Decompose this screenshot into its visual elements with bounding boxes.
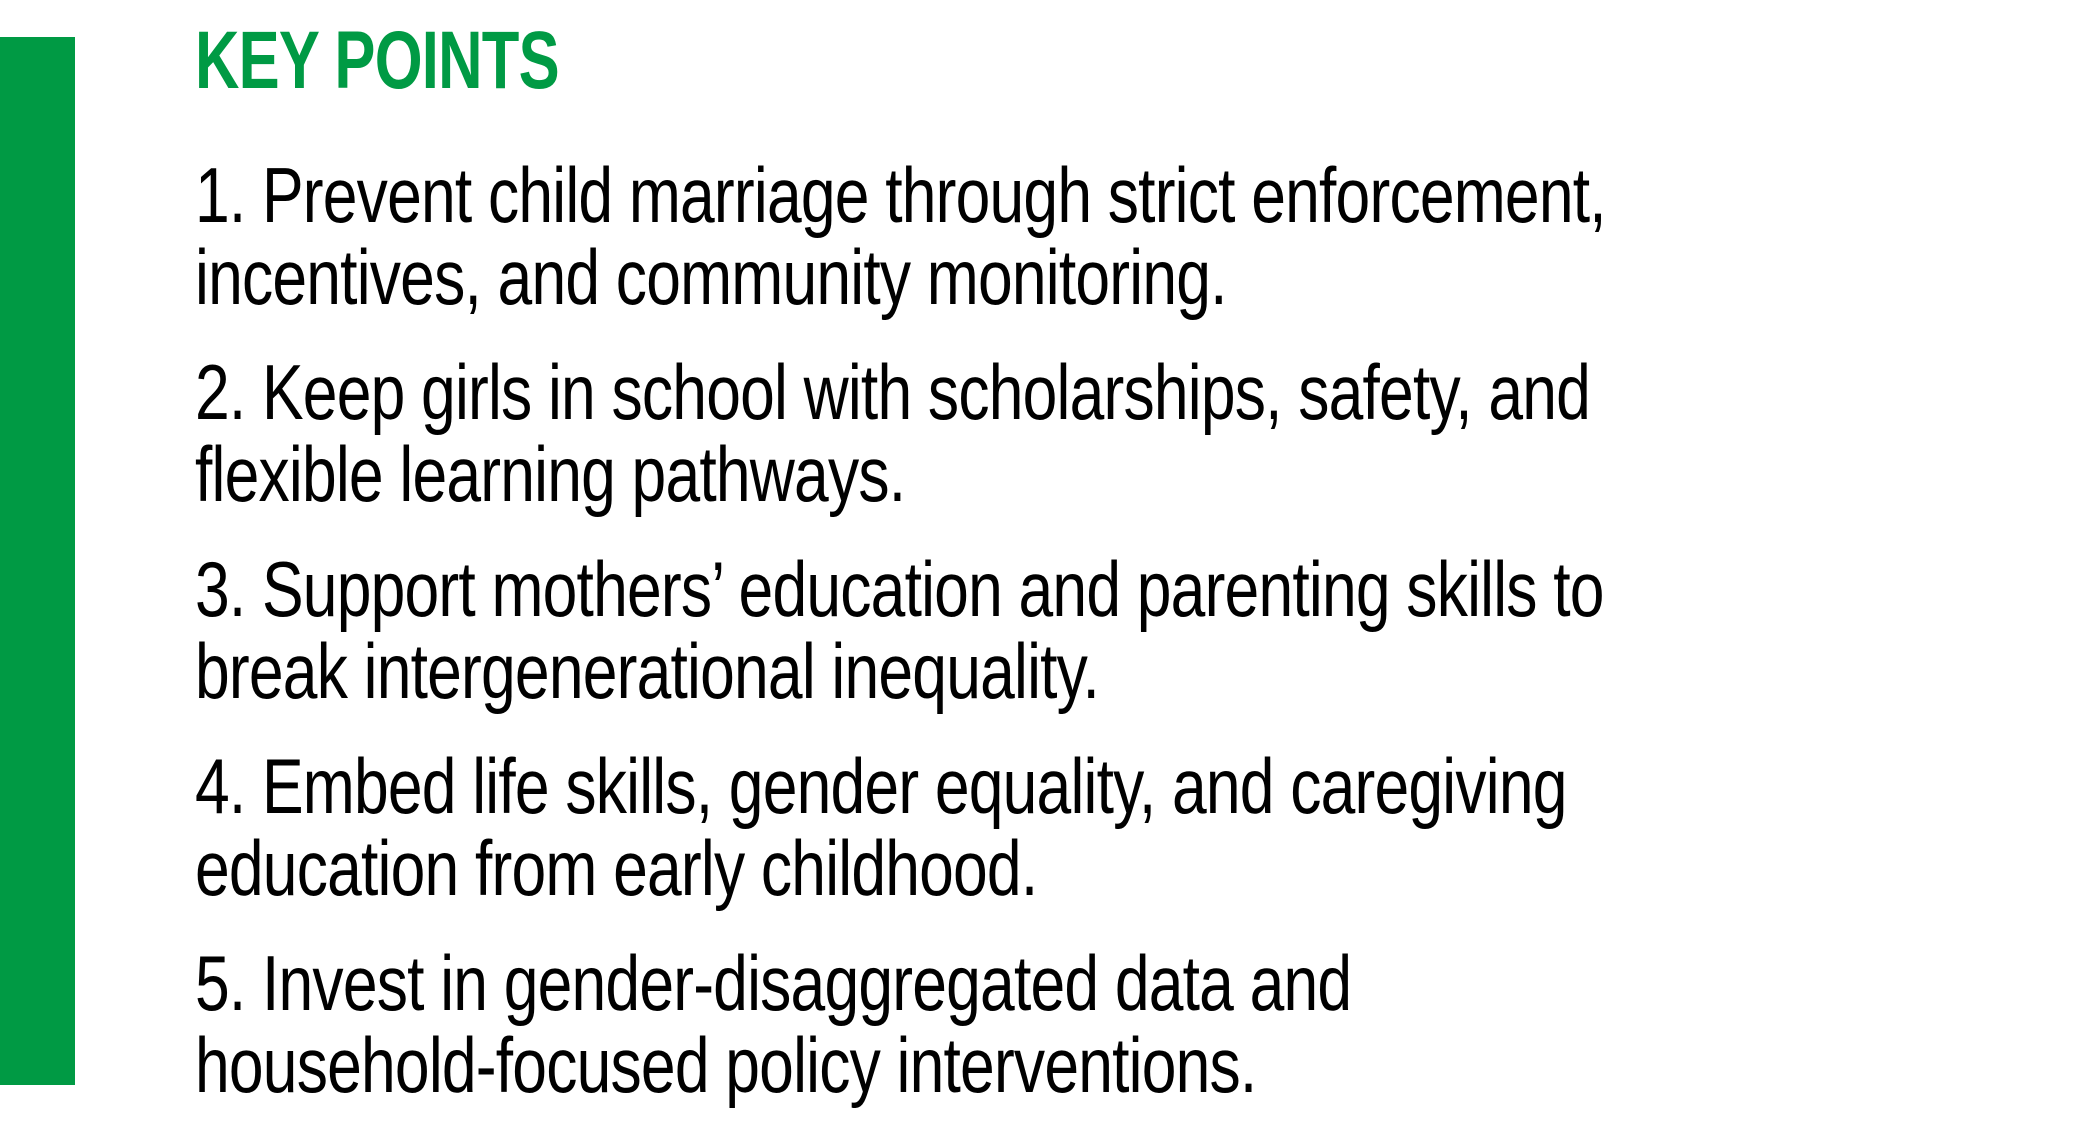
key-point-4-line-1: 4. Embed life skills, gender equality, and caregiving (195, 742, 1567, 830)
key-point-4-line-2: education from early childhood. (195, 824, 1038, 912)
key-point-5-line-2: household-focused policy interventions. (195, 1021, 1257, 1109)
key-point-1 (195, 151, 1683, 321)
key-points-content (195, 15, 2055, 1139)
key-point-1-line-1: 1. Prevent child marriage through strict enforcement, (195, 151, 1606, 239)
key-point-3-line-1: 3. Support mothers’ education and parenting skills to (195, 545, 1604, 633)
key-point-3-line-2: break intergenerational inequality. (195, 627, 1099, 715)
key-point-2-line-2: flexible learning pathways. (195, 430, 906, 518)
key-point-3 (195, 545, 1683, 715)
key-point-1-line-2: incentives, and community monitoring. (195, 233, 1227, 321)
key-point-5 (195, 939, 1683, 1109)
green-accent-bar (0, 37, 75, 1085)
key-point-2-line-1: 2. Keep girls in school with scholarships, safety, and (195, 348, 1591, 436)
key-points-title: KEY POINTS (195, 15, 559, 106)
key-point-2 (195, 348, 1683, 518)
key-point-5-line-1: 5. Invest in gender-disaggregated data and (195, 939, 1352, 1027)
key-point-4 (195, 742, 1683, 912)
